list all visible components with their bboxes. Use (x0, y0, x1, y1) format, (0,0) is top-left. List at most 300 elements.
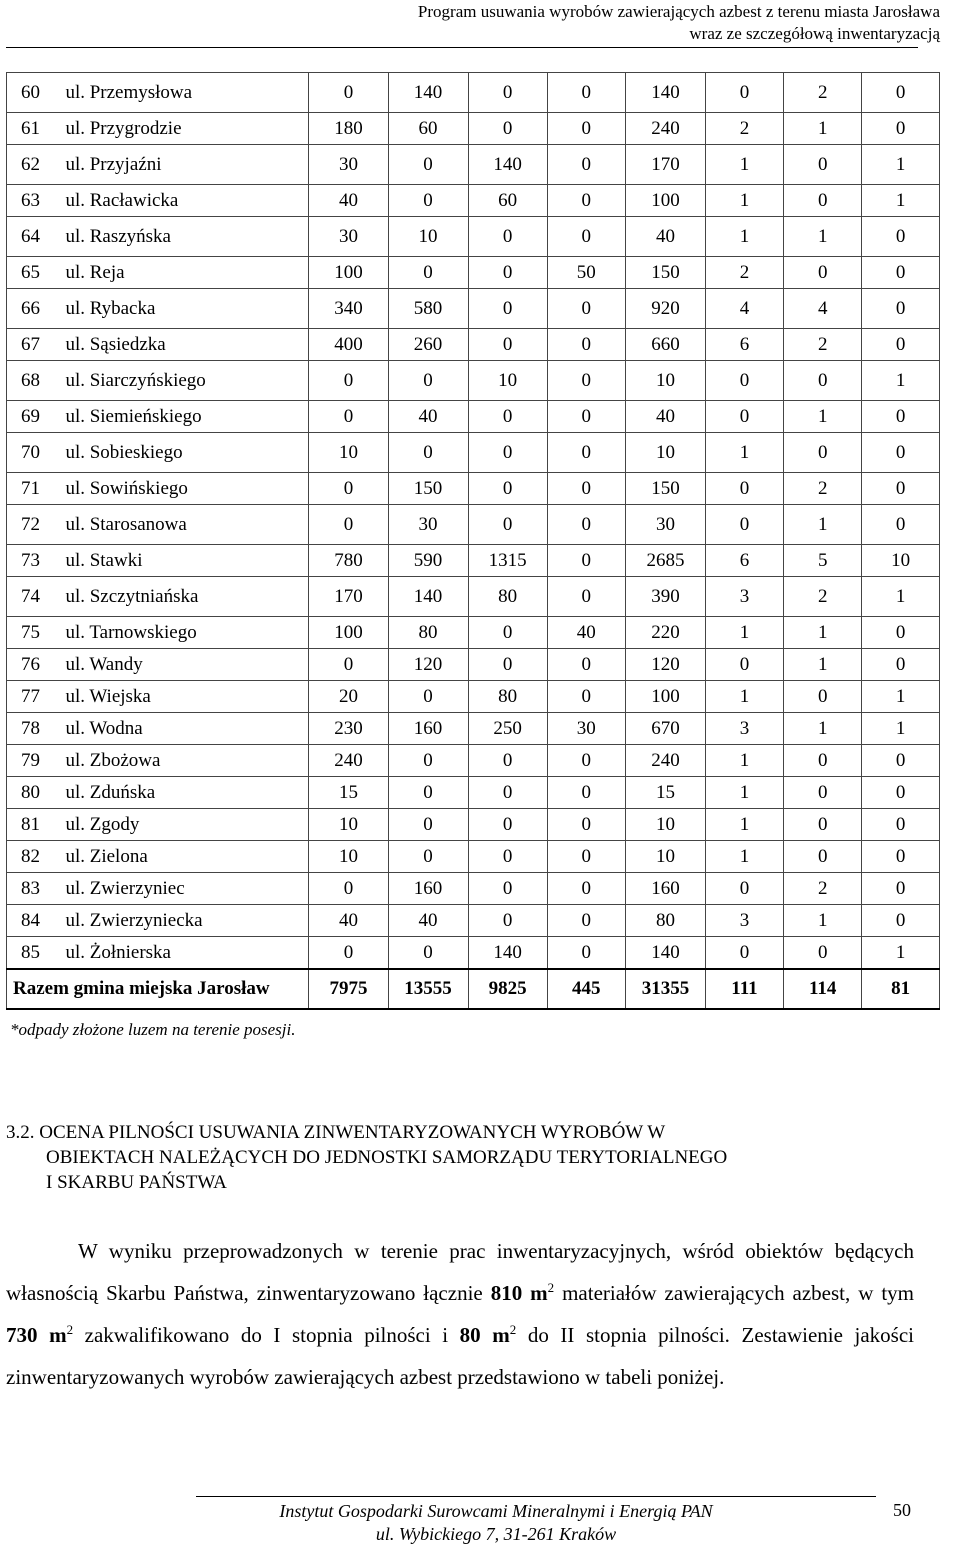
table-row (7, 217, 940, 257)
value-cell: 1 (784, 713, 862, 745)
street-name: ul. Żołnierska (61, 937, 309, 970)
value-cell: 0 (547, 361, 625, 401)
value-cell: 0 (784, 841, 862, 873)
value-cell: 0 (784, 937, 862, 970)
total-value-cell: 31355 (625, 969, 705, 1009)
value-cell: 0 (468, 73, 547, 113)
table-row (7, 329, 940, 361)
street-name: ul. Zgody (61, 809, 309, 841)
street-name: ul. Sobieskiego (61, 433, 309, 473)
para-text-4: do II stopnia pilności. Zestawienie jakości zinwentaryzowanych wyrobów zawierających azbest przedstawiono w tabeli poniżej. (6, 1323, 914, 1389)
value-cell: 10 (309, 433, 388, 473)
value-cell: 0 (784, 433, 862, 473)
value-cell: 3 (705, 713, 783, 745)
street-name: ul. Przyjaźni (61, 145, 309, 185)
value-cell: 0 (784, 809, 862, 841)
value-cell: 5 (784, 545, 862, 577)
street-name: ul. Wandy (61, 649, 309, 681)
street-name: ul. Wiejska (61, 681, 309, 713)
row-number: 80 (7, 777, 62, 809)
value-cell: 0 (309, 361, 388, 401)
row-number: 75 (7, 617, 62, 649)
value-cell: 0 (705, 473, 783, 505)
value-cell: 1 (705, 777, 783, 809)
value-cell: 100 (309, 257, 388, 289)
value-cell: 50 (547, 257, 625, 289)
row-number: 62 (7, 145, 62, 185)
street-name: ul. Przygrodzie (61, 113, 309, 145)
value-cell: 40 (309, 185, 388, 217)
value-cell: 0 (468, 217, 547, 257)
value-cell: 2 (784, 873, 862, 905)
street-name: ul. Tarnowskiego (61, 617, 309, 649)
value-cell: 230 (309, 713, 388, 745)
value-cell: 2685 (625, 545, 705, 577)
table-row (7, 905, 940, 937)
table-row (7, 505, 940, 545)
value-cell: 1 (705, 617, 783, 649)
value-cell: 0 (862, 329, 940, 361)
value-cell: 30 (309, 145, 388, 185)
table-row (7, 777, 940, 809)
para-sup-2: 2 (66, 1322, 74, 1337)
para-bold-2: 730 m (6, 1323, 67, 1347)
street-name: ul. Zielona (61, 841, 309, 873)
value-cell: 1 (784, 505, 862, 545)
value-cell: 0 (309, 73, 388, 113)
value-cell: 6 (705, 329, 783, 361)
table-row (7, 713, 940, 745)
value-cell: 180 (309, 113, 388, 145)
value-cell: 30 (625, 505, 705, 545)
value-cell: 0 (309, 505, 388, 545)
value-cell: 140 (625, 937, 705, 970)
total-value-cell: 114 (784, 969, 862, 1009)
value-cell: 0 (862, 289, 940, 329)
value-cell: 4 (705, 289, 783, 329)
value-cell: 0 (547, 577, 625, 617)
value-cell: 0 (862, 217, 940, 257)
value-cell: 0 (547, 905, 625, 937)
row-number: 68 (7, 361, 62, 401)
section-heading (6, 1120, 926, 1195)
value-cell: 0 (388, 681, 468, 713)
value-cell: 140 (388, 577, 468, 617)
para-bold-3: 80 m (459, 1323, 510, 1347)
total-value-cell: 445 (547, 969, 625, 1009)
value-cell: 0 (547, 545, 625, 577)
value-cell: 4 (784, 289, 862, 329)
row-number: 76 (7, 649, 62, 681)
value-cell: 1 (784, 113, 862, 145)
value-cell: 15 (309, 777, 388, 809)
row-number: 66 (7, 289, 62, 329)
street-name: ul. Zwierzyniec (61, 873, 309, 905)
row-number: 79 (7, 745, 62, 777)
value-cell: 0 (547, 777, 625, 809)
table-row (7, 649, 940, 681)
table-row (7, 433, 940, 473)
value-cell: 1 (862, 937, 940, 970)
value-cell: 0 (705, 873, 783, 905)
row-number: 78 (7, 713, 62, 745)
value-cell: 0 (388, 361, 468, 401)
value-cell: 10 (625, 809, 705, 841)
value-cell: 1 (705, 745, 783, 777)
value-cell: 0 (309, 473, 388, 505)
value-cell: 340 (309, 289, 388, 329)
value-cell: 0 (388, 257, 468, 289)
value-cell: 0 (547, 145, 625, 185)
value-cell: 0 (468, 505, 547, 545)
table-row (7, 841, 940, 873)
row-number: 71 (7, 473, 62, 505)
value-cell: 0 (547, 289, 625, 329)
value-cell: 0 (784, 257, 862, 289)
value-cell: 120 (388, 649, 468, 681)
value-cell: 0 (468, 289, 547, 329)
para-text-1: W wyniku przeprowadzonych w terenie prac inwentaryzacyjnych, wśród obiektów będących własnością Skarbu Państwa, zinwentaryzowano łącznie (6, 1239, 914, 1305)
value-cell: 0 (784, 185, 862, 217)
value-cell: 390 (625, 577, 705, 617)
value-cell: 0 (862, 841, 940, 873)
value-cell: 20 (309, 681, 388, 713)
row-number: 69 (7, 401, 62, 433)
table-row (7, 185, 940, 217)
value-cell: 0 (862, 433, 940, 473)
row-number: 77 (7, 681, 62, 713)
value-cell: 1 (784, 217, 862, 257)
value-cell: 0 (468, 905, 547, 937)
row-number: 83 (7, 873, 62, 905)
value-cell: 1 (705, 841, 783, 873)
value-cell: 240 (625, 745, 705, 777)
value-cell: 80 (468, 577, 547, 617)
table-row (7, 617, 940, 649)
value-cell: 1 (862, 713, 940, 745)
value-cell: 10 (468, 361, 547, 401)
total-value-cell: 7975 (309, 969, 388, 1009)
value-cell: 0 (862, 809, 940, 841)
value-cell: 150 (625, 473, 705, 505)
table-row (7, 145, 940, 185)
value-cell: 10 (625, 433, 705, 473)
value-cell: 670 (625, 713, 705, 745)
value-cell: 40 (625, 217, 705, 257)
value-cell: 0 (705, 505, 783, 545)
street-name: ul. Zduńska (61, 777, 309, 809)
value-cell: 0 (309, 873, 388, 905)
value-cell: 0 (547, 937, 625, 970)
value-cell: 0 (547, 873, 625, 905)
page-footer (196, 1500, 796, 1546)
street-name: ul. Raszyńska (61, 217, 309, 257)
value-cell: 780 (309, 545, 388, 577)
value-cell: 40 (388, 401, 468, 433)
value-cell: 2 (784, 577, 862, 617)
row-number: 74 (7, 577, 62, 617)
total-label: Razem gmina miejska Jarosław (7, 969, 309, 1009)
value-cell: 0 (468, 649, 547, 681)
value-cell: 100 (309, 617, 388, 649)
street-name: ul. Zbożowa (61, 745, 309, 777)
street-name: ul. Przemysłowa (61, 73, 309, 113)
footer-rule (196, 1496, 876, 1497)
value-cell: 0 (309, 937, 388, 970)
value-cell: 10 (625, 361, 705, 401)
value-cell: 10 (862, 545, 940, 577)
value-cell: 0 (705, 361, 783, 401)
para-text-3: zakwalifikowano do I stopnia pilności i (73, 1323, 460, 1347)
value-cell: 140 (468, 145, 547, 185)
value-cell: 0 (468, 873, 547, 905)
street-name: ul. Sowińskiego (61, 473, 309, 505)
header-rule (6, 47, 918, 48)
para-text-2: materiałów zawierających azbest, w tym (554, 1281, 914, 1305)
value-cell: 150 (388, 473, 468, 505)
value-cell: 40 (388, 905, 468, 937)
value-cell: 170 (625, 145, 705, 185)
value-cell: 240 (309, 745, 388, 777)
table-row (7, 73, 940, 113)
value-cell: 0 (705, 937, 783, 970)
street-name: ul. Wodna (61, 713, 309, 745)
value-cell: 150 (625, 257, 705, 289)
street-name: ul. Reja (61, 257, 309, 289)
value-cell: 1 (784, 649, 862, 681)
value-cell: 0 (862, 257, 940, 289)
value-cell: 0 (547, 681, 625, 713)
value-cell: 660 (625, 329, 705, 361)
section-heading-line2: OBIEKTACH NALEŻĄCYCH DO JEDNOSTKI SAMORZĄDU TERYTORIALNEGO (46, 1147, 728, 1168)
value-cell: 140 (625, 73, 705, 113)
value-cell: 0 (547, 473, 625, 505)
value-cell: 250 (468, 713, 547, 745)
row-number: 73 (7, 545, 62, 577)
body-paragraph (6, 1230, 914, 1398)
footer-address: ul. Wybickiego 7, 31-261 Kraków (375, 1524, 617, 1544)
value-cell: 1 (862, 577, 940, 617)
row-number: 82 (7, 841, 62, 873)
table-row (7, 361, 940, 401)
value-cell: 160 (625, 873, 705, 905)
para-bold-1: 810 m (490, 1281, 548, 1305)
value-cell: 0 (862, 873, 940, 905)
value-cell: 0 (468, 401, 547, 433)
value-cell: 140 (468, 937, 547, 970)
value-cell: 1 (784, 905, 862, 937)
value-cell: 0 (468, 113, 547, 145)
value-cell: 0 (547, 433, 625, 473)
value-cell: 0 (468, 257, 547, 289)
table-row (7, 809, 940, 841)
value-cell: 240 (625, 113, 705, 145)
street-name: ul. Sąsiedzka (61, 329, 309, 361)
value-cell: 1 (705, 809, 783, 841)
value-cell: 0 (862, 113, 940, 145)
value-cell: 100 (625, 185, 705, 217)
value-cell: 0 (388, 777, 468, 809)
value-cell: 580 (388, 289, 468, 329)
value-cell: 0 (862, 777, 940, 809)
footnote: *odpady złożone luzem na terenie posesji. (10, 1020, 296, 1039)
total-value-cell: 81 (862, 969, 940, 1009)
row-number: 72 (7, 505, 62, 545)
page-number: 50 (893, 1500, 911, 1520)
value-cell: 400 (309, 329, 388, 361)
total-value-cell: 111 (705, 969, 783, 1009)
value-cell: 1 (784, 401, 862, 433)
row-number: 70 (7, 433, 62, 473)
table-row (7, 401, 940, 433)
value-cell: 0 (784, 145, 862, 185)
table-row (7, 681, 940, 713)
street-name: ul. Racławicka (61, 185, 309, 217)
table-row (7, 577, 940, 617)
para-sup-3: 2 (509, 1322, 517, 1337)
value-cell: 0 (468, 433, 547, 473)
value-cell: 80 (388, 617, 468, 649)
value-cell: 10 (625, 841, 705, 873)
table-row (7, 937, 940, 970)
value-cell: 10 (388, 217, 468, 257)
value-cell: 60 (388, 113, 468, 145)
value-cell: 0 (547, 649, 625, 681)
value-cell: 3 (705, 905, 783, 937)
value-cell: 0 (468, 809, 547, 841)
value-cell: 0 (468, 329, 547, 361)
street-name: ul. Starosanowa (61, 505, 309, 545)
value-cell: 60 (468, 185, 547, 217)
table-row (7, 257, 940, 289)
value-cell: 1315 (468, 545, 547, 577)
street-name: ul. Szczytniańska (61, 577, 309, 617)
value-cell: 0 (388, 809, 468, 841)
table-row (7, 289, 940, 329)
value-cell: 2 (705, 113, 783, 145)
value-cell: 0 (862, 745, 940, 777)
value-cell: 0 (547, 217, 625, 257)
value-cell: 2 (784, 329, 862, 361)
value-cell: 0 (705, 401, 783, 433)
row-number: 60 (7, 73, 62, 113)
value-cell: 0 (547, 841, 625, 873)
row-number: 61 (7, 113, 62, 145)
value-cell: 140 (388, 73, 468, 113)
value-cell: 0 (309, 401, 388, 433)
table-body (7, 73, 940, 1010)
value-cell: 30 (547, 713, 625, 745)
value-cell: 0 (468, 777, 547, 809)
value-cell: 1 (862, 145, 940, 185)
value-cell: 170 (309, 577, 388, 617)
value-cell: 1 (705, 681, 783, 713)
value-cell: 0 (388, 433, 468, 473)
value-cell: 0 (547, 113, 625, 145)
value-cell: 0 (547, 505, 625, 545)
street-name: ul. Rybacka (61, 289, 309, 329)
row-number: 85 (7, 937, 62, 970)
value-cell: 0 (862, 649, 940, 681)
value-cell: 1 (705, 185, 783, 217)
value-cell: 0 (468, 841, 547, 873)
value-cell: 0 (388, 937, 468, 970)
value-cell: 0 (862, 473, 940, 505)
value-cell: 2 (784, 473, 862, 505)
table-row (7, 113, 940, 145)
value-cell: 160 (388, 713, 468, 745)
value-cell: 260 (388, 329, 468, 361)
header-title: Program usuwania wyrobów zawierających azbest z terenu miasta Jarosława (417, 2, 940, 21)
section-heading-line3: I SKARBU PAŃSTWA (46, 1172, 227, 1193)
value-cell: 80 (468, 681, 547, 713)
value-cell: 30 (309, 217, 388, 257)
total-value-cell: 9825 (468, 969, 547, 1009)
value-cell: 1 (862, 185, 940, 217)
row-number: 67 (7, 329, 62, 361)
value-cell: 120 (625, 649, 705, 681)
street-name: ul. Siemieńskiego (61, 401, 309, 433)
value-cell: 0 (388, 745, 468, 777)
value-cell: 0 (784, 361, 862, 401)
value-cell: 1 (784, 617, 862, 649)
row-number: 63 (7, 185, 62, 217)
value-cell: 0 (468, 745, 547, 777)
value-cell: 0 (862, 617, 940, 649)
asbestos-table (6, 72, 940, 1010)
value-cell: 2 (784, 73, 862, 113)
value-cell: 220 (625, 617, 705, 649)
value-cell: 0 (309, 649, 388, 681)
value-cell: 0 (784, 745, 862, 777)
value-cell: 0 (862, 505, 940, 545)
value-cell: 0 (862, 401, 940, 433)
value-cell: 40 (309, 905, 388, 937)
value-cell: 30 (388, 505, 468, 545)
value-cell: 0 (784, 777, 862, 809)
value-cell: 0 (547, 401, 625, 433)
value-cell: 40 (547, 617, 625, 649)
value-cell: 0 (705, 649, 783, 681)
street-name: ul. Siarczyńskiego (61, 361, 309, 401)
value-cell: 1 (705, 217, 783, 257)
header-subtitle: wraz ze szczegółową inwentaryzacją (689, 24, 940, 43)
value-cell: 100 (625, 681, 705, 713)
table-row (7, 873, 940, 905)
section-heading-line1: 3.2. OCENA PILNOŚCI USUWANIA ZINWENTARYZOWANYCH WYROBÓW W (6, 1122, 666, 1143)
street-name: ul. Zwierzyniecka (61, 905, 309, 937)
value-cell: 920 (625, 289, 705, 329)
value-cell: 15 (625, 777, 705, 809)
value-cell: 0 (705, 73, 783, 113)
para-sup-1: 2 (547, 1280, 555, 1295)
value-cell: 0 (547, 185, 625, 217)
value-cell: 0 (547, 809, 625, 841)
value-cell: 0 (547, 329, 625, 361)
row-number: 81 (7, 809, 62, 841)
footer-institution: Instytut Gospodarki Surowcami Mineralnymi i Energią PAN (279, 1501, 713, 1521)
value-cell: 0 (547, 73, 625, 113)
value-cell: 0 (468, 473, 547, 505)
total-row (7, 969, 940, 1009)
table-row (7, 745, 940, 777)
value-cell: 1 (862, 681, 940, 713)
value-cell: 10 (309, 841, 388, 873)
row-number: 84 (7, 905, 62, 937)
row-number: 65 (7, 257, 62, 289)
value-cell: 1 (705, 433, 783, 473)
value-cell: 160 (388, 873, 468, 905)
